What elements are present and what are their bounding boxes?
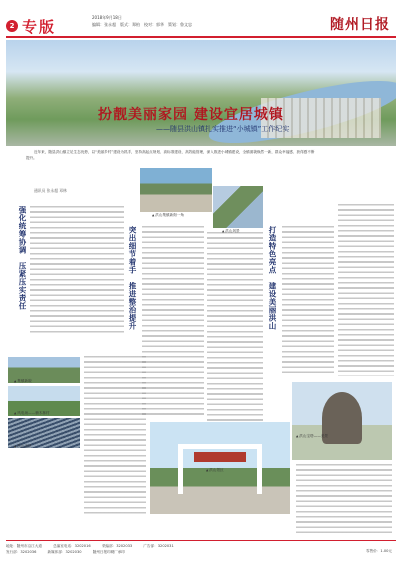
footer-price: 零售价：1.00元: [366, 549, 392, 553]
article-column-4: [282, 226, 334, 376]
photo-new-street: [140, 168, 212, 212]
page-number-badge: 2: [6, 20, 18, 32]
section-title: 专版: [22, 18, 57, 36]
footer-item: 总编室电话：3202016: [53, 544, 91, 548]
article-column-5: [338, 204, 394, 376]
photo-river-scenery: [213, 186, 263, 228]
sub-headline: ——随县洪山镇扎实推进“小城镇”工作纪实: [156, 125, 290, 133]
caption-sculpture: ▲ 洪山宝塔——美景: [296, 434, 328, 439]
caption-solar-field: ▲ 洪山光伏: [14, 444, 32, 449]
footer-item: 广告部：3202031: [143, 544, 174, 548]
newspaper-logo: 随州日报: [330, 17, 390, 33]
caption-town-view: ▲ 集镇新貌: [14, 379, 32, 384]
caption-new-street: ▲ 洪山集镇新街一角: [152, 213, 184, 218]
footer-info: [6, 543, 398, 555]
article-column-6: [84, 356, 146, 516]
article-column-1: [30, 206, 124, 336]
issue-date: 2018年9月18日: [92, 15, 122, 20]
footer-item: 随州日报印刷厂承印: [92, 550, 126, 554]
article-column-2: [142, 226, 204, 416]
caption-river-scenery: ▲ 洪山风景: [222, 229, 240, 234]
caption-wind-farm: ▲ 风电场——楠木林村: [14, 411, 50, 416]
masthead: [0, 0, 402, 40]
footer-address: 地址：随州市沿江大道: [6, 544, 42, 548]
hero-photo: [6, 40, 396, 146]
footer-item: 采编部：3202033: [101, 544, 133, 548]
intro-paragraph: 近年来，随县洪山镇立足生态优势，以“美丽乡村”建设为抓手，坚持高起点规划、高标准建设、高效能管理，深入推进小城镇建设，全镇面貌焕然一新，群众幸福感、获得感不断提升。: [26, 150, 315, 160]
article-column-7: [296, 464, 392, 534]
caption-scenic-gate: ▲ 洪山景区: [206, 468, 224, 473]
article-column-3: [207, 232, 263, 432]
footer-item: 发行部：3202036: [6, 550, 37, 554]
byline: 通讯员 张永超 邓林: [34, 188, 67, 193]
headline-coordination: 强化统筹协调 压紧压实责任: [18, 206, 27, 310]
main-headline: 扮靓美丽家园 建设宜居城镇: [98, 107, 284, 123]
headline-detail-work: 突出细节着手 推进整治提升: [128, 226, 137, 330]
issue-meta: [92, 14, 192, 28]
photo-sculpture: [292, 382, 392, 460]
header-rule: [6, 36, 396, 38]
footer-rule: [6, 540, 396, 541]
gate-plaque-shape: [194, 452, 246, 462]
headline-feature-spots: 打造特色亮点 建设美丽洪山: [268, 226, 277, 330]
editor-credits: 编辑：张永超 版式：郑柏 校对：郭华 策划：鲁文忠: [92, 22, 192, 27]
footer-item: 新媒体部：3202030: [47, 550, 82, 554]
